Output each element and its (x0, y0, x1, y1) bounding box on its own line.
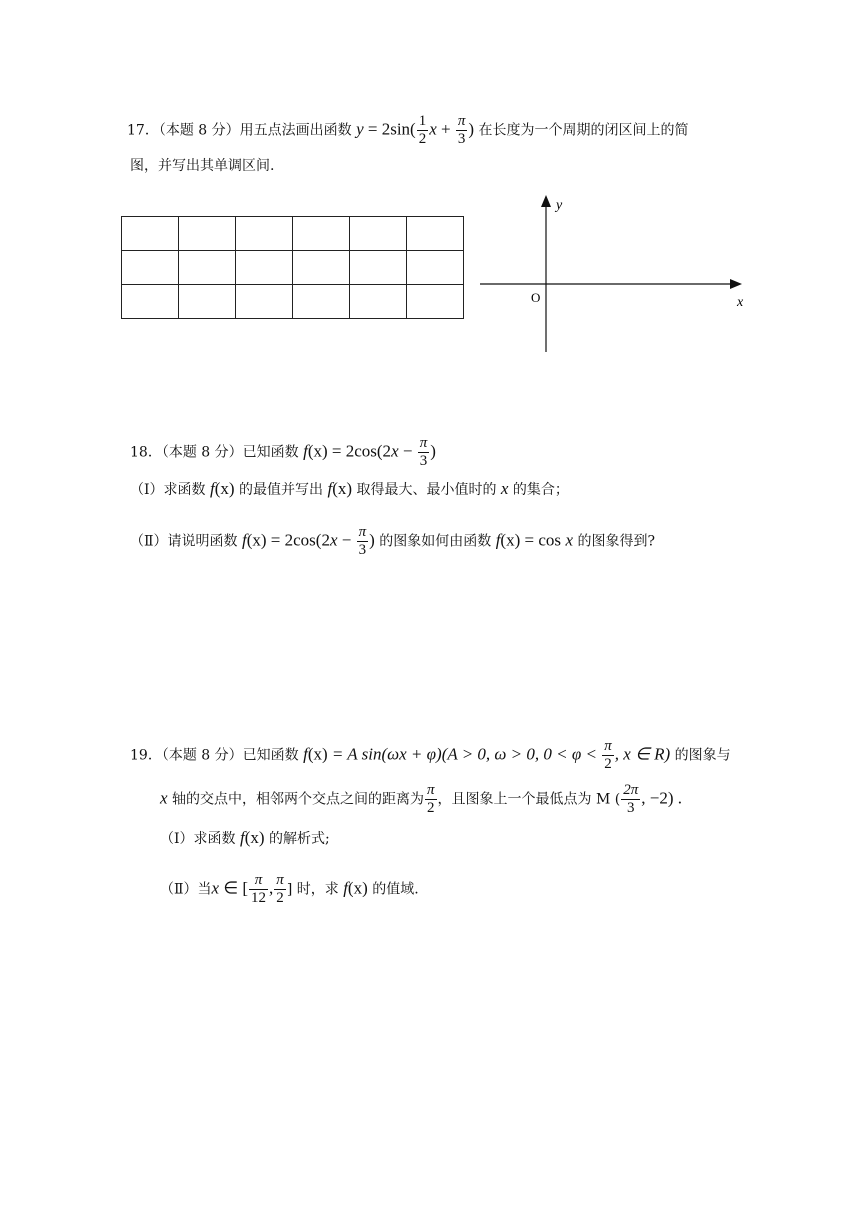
q17-line2: 图，并写出其单调区间. (130, 158, 275, 174)
q19-x-axis: x (160, 788, 168, 808)
q17-fn-x: x (429, 119, 437, 139)
q18-part2 (130, 524, 655, 559)
q19-cond-den: 2 (604, 756, 612, 772)
q18-part2-minus: − (337, 530, 356, 550)
q19-m-den: 3 (626, 800, 635, 816)
q18-line1 (130, 435, 436, 470)
table-cell (350, 251, 407, 285)
q19-r1-den: 12 (251, 890, 267, 906)
q19-dist-num: π (427, 782, 435, 798)
q17-pi-fraction (456, 113, 468, 148)
q19-part2-in: ∈ [ (219, 878, 249, 898)
table-cell (179, 217, 236, 251)
q18-part1 (130, 479, 569, 500)
x-axis-label: x (737, 295, 744, 310)
q19-part2-f: f (343, 878, 348, 898)
q19-line2-a: 轴的交点中，相邻两个交点之间的距离为 (172, 791, 424, 808)
table-cell (350, 285, 407, 319)
q18-part1-label: （Ⅰ）求函数 (130, 482, 206, 498)
q19-m-tail: , −2) . (641, 788, 682, 808)
q19-fx-arg: (x) (307, 744, 328, 764)
q18-close: ) (430, 441, 436, 461)
q18-fx-arg: (x) (307, 441, 328, 461)
q19-dist-fraction (425, 782, 437, 817)
q18-part2-arg: (x) (246, 530, 267, 550)
table-cell (407, 251, 464, 285)
q19-part2-tail: 的值域. (372, 881, 419, 898)
coordinate-axes (470, 190, 770, 360)
q19-part1-arg: (x) (244, 828, 265, 847)
table-cell (236, 251, 293, 285)
q18-part1-mid1: 的最值并写出 (239, 482, 323, 498)
q18-part2-cos: = cos (520, 530, 561, 550)
q19-tail: 的图象与 (674, 747, 731, 764)
q19-part1-tail: 的解析式; (269, 831, 330, 847)
q18-part2-f2: f (495, 530, 501, 550)
q19-r2-num: π (276, 872, 284, 888)
q18-part1-arg: (x) (214, 479, 235, 498)
five-point-table (121, 216, 464, 319)
q18-pi-den: 3 (419, 453, 428, 469)
q18-part2-mid: 的图象如何由函数 (379, 533, 492, 550)
q18-part2-eq: = 2cos(2 (266, 530, 330, 550)
q17-pi-den: 3 (457, 131, 466, 147)
q17-line1 (127, 113, 689, 148)
q18-part1-x: x (500, 479, 509, 498)
q18-part2-pi-num: π (358, 524, 367, 540)
table-row (122, 285, 464, 319)
table-row (122, 251, 464, 285)
q17-half-den: 2 (418, 131, 427, 147)
table-cell (179, 285, 236, 319)
y-axis-arrow (541, 195, 551, 207)
q18-x: x (391, 441, 399, 461)
q18-f: f (303, 441, 308, 461)
q18-part2-pi-den: 3 (358, 542, 367, 558)
table-cell (122, 251, 179, 285)
table-cell (293, 217, 350, 251)
q19-r1-fraction (249, 872, 268, 907)
q19-line1 (130, 738, 731, 773)
q17-half-fraction (417, 113, 429, 148)
q18-eq: = 2cos(2 (327, 441, 392, 461)
q18-part2-pi-fraction (357, 524, 369, 559)
q19-part2-x: x (211, 878, 220, 898)
q17-fn-close: ) (468, 119, 475, 139)
table-cell (293, 285, 350, 319)
x-axis-arrow (730, 279, 742, 289)
table-cell (122, 285, 179, 319)
table-cell (293, 251, 350, 285)
q18-part1-mid2: 取得最大、最小值时的 (356, 482, 497, 498)
q18-part1-arg2: (x) (332, 479, 353, 498)
q19-expr-a: = A sin(ωx + φ)(A > 0, ω > 0, 0 < φ < (327, 744, 602, 764)
q19-part2-a: （Ⅱ）当 (160, 881, 212, 898)
q19-part1-f: f (239, 828, 245, 847)
q18-part2-x: x (329, 530, 338, 550)
table-cell (179, 251, 236, 285)
q19-cond-num: π (604, 738, 612, 754)
table-cell (407, 217, 464, 251)
origin-label: O (531, 290, 541, 305)
q17-fn-plus: + (436, 119, 455, 139)
q19-part1 (160, 828, 330, 849)
y-axis-label: y (556, 198, 563, 213)
q18-pi-num: π (419, 435, 428, 451)
table-cell (407, 285, 464, 319)
q18-pi-fraction (418, 435, 430, 470)
q19-line2 (160, 782, 682, 817)
table-cell (122, 217, 179, 251)
q19-m-fraction (621, 782, 640, 817)
q18-part1-mid3: 的集合； (512, 482, 569, 498)
q19-m-num: 2π (623, 782, 639, 798)
q18-lead: 18．（本题 8 分）已知函数 (130, 444, 299, 461)
q19-part1-label: （Ⅰ）求函数 (160, 831, 236, 847)
table-cell (350, 217, 407, 251)
q19-dist-den: 2 (427, 800, 435, 816)
q18-part2-f: f (241, 530, 247, 550)
q18-part2-arg2: (x) (500, 530, 521, 550)
q18-part1-f: f (209, 479, 215, 498)
table-cell (236, 217, 293, 251)
q19-lead: 19．（本题 8 分）已知函数 (130, 747, 299, 764)
q18-part2-tail: 的图象得到? (577, 533, 655, 550)
q17-tail: 在长度为一个周期的闭区间上的简 (478, 122, 689, 139)
q19-line2-b: ，且图象上一个最低点为 M ( (437, 791, 621, 808)
q17-lead: 17．（本题 8 分）用五点法画出函数 (127, 122, 352, 139)
q18-part1-f2: f (327, 479, 333, 498)
q19-part2-arg: (x) (347, 878, 368, 898)
q17-fn-eq: = 2sin( (363, 119, 416, 139)
q19-part2-b: ] 时，求 (286, 881, 339, 898)
q17-pi-num: π (457, 113, 466, 129)
q19-r2-fraction (274, 872, 286, 907)
q18-part2-label: （Ⅱ）请说明函数 (130, 533, 238, 550)
table-cell (236, 285, 293, 319)
q18-minus: − (398, 441, 417, 461)
q17-half-num: 1 (418, 113, 427, 129)
table-row (122, 217, 464, 251)
q18-part2-x2: x (565, 530, 573, 550)
q19-comma: , (269, 878, 274, 898)
q17-fn-y: y (356, 119, 364, 139)
q19-f: f (303, 744, 308, 764)
q19-r1-num: π (249, 872, 268, 890)
q19-r2-den: 2 (276, 890, 284, 906)
q19-part2 (160, 872, 419, 907)
q19-cond-fraction (602, 738, 614, 773)
q18-part2-close: ) (369, 530, 375, 550)
q19-expr-b: , x ∈ R) (614, 744, 671, 764)
